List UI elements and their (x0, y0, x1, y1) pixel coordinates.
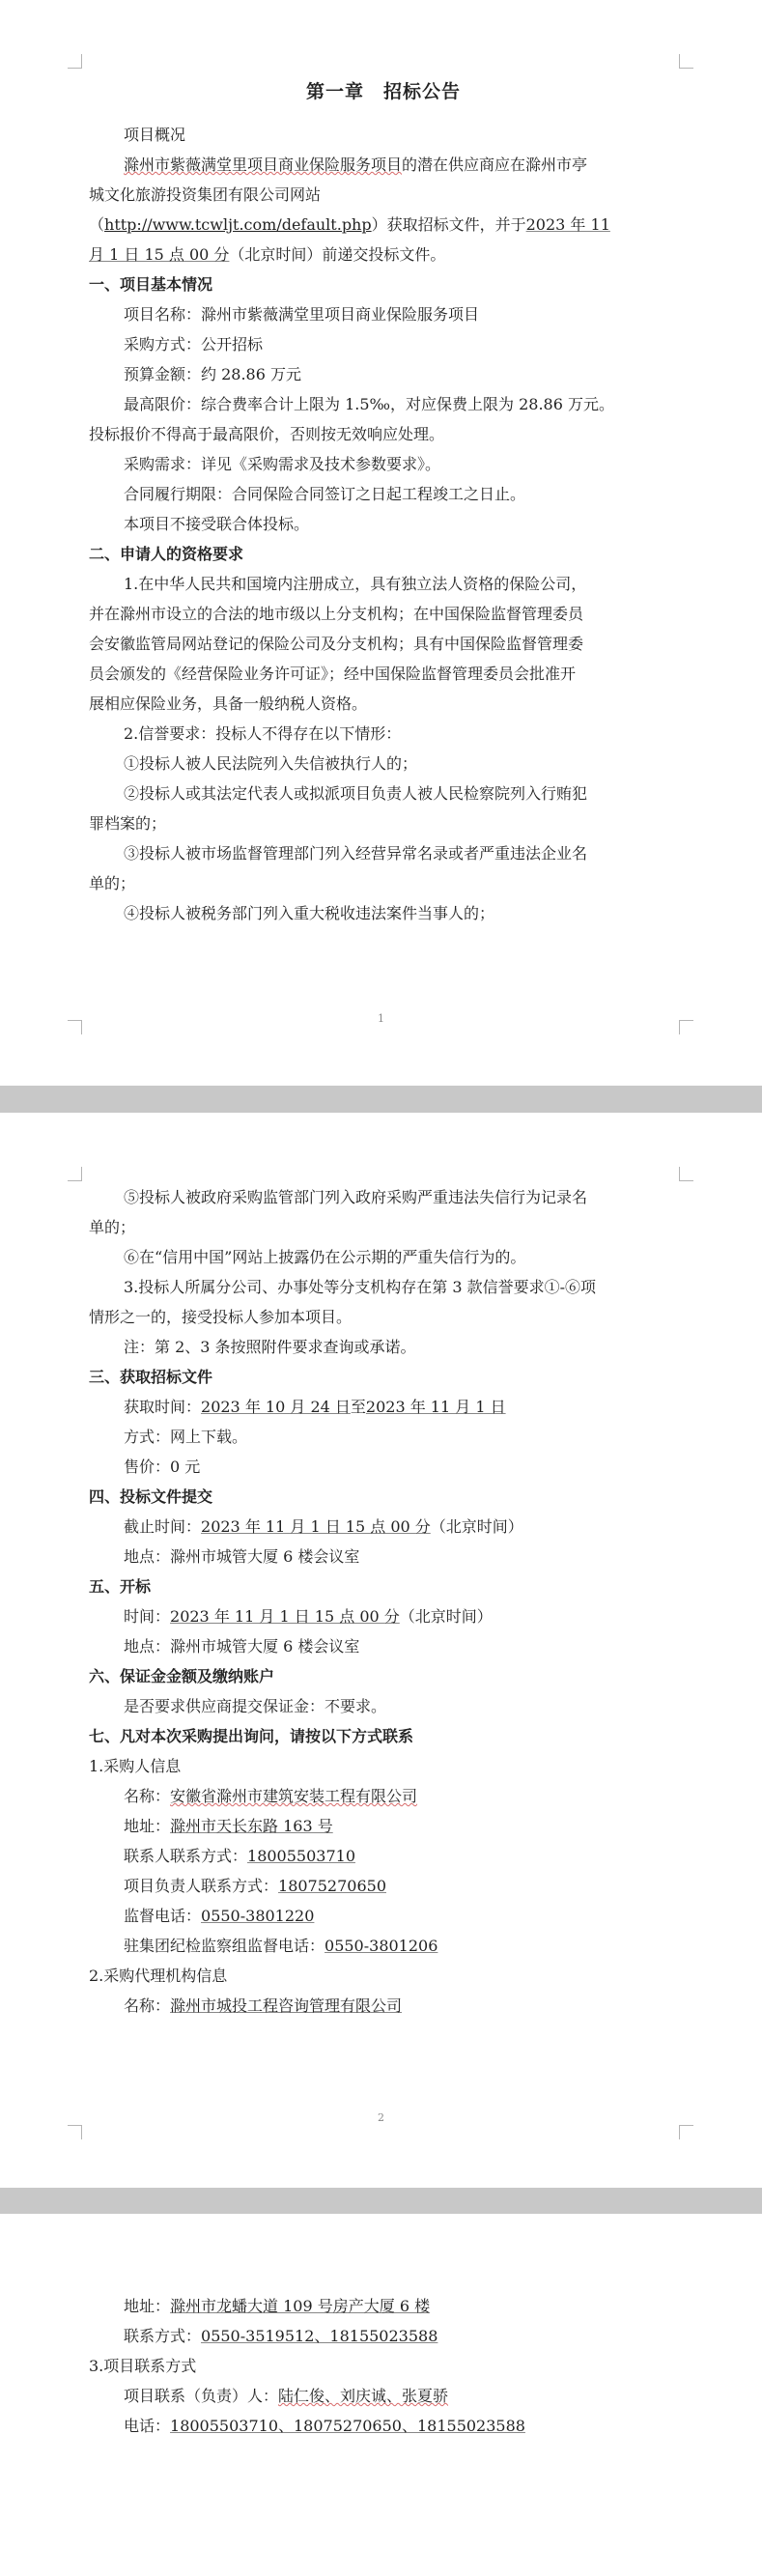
overview-text: （北京时间）前递交投标文件。 (229, 245, 446, 264)
credit-item-3-line-1: ③投标人被市场监督管理部门列入经营异常名录或者严重违法企业名 (124, 844, 588, 863)
section-5-heading: 五、开标 (89, 1577, 152, 1596)
page-number: 2 (378, 2111, 384, 2124)
qualification-1-line-5: 展相应保险业务，具备一般纳税人资格。 (89, 694, 368, 713)
qualification-1-line-2: 并在滁州市设立的合法的地市级以上分支机构；在中国保险监督管理委员 (89, 605, 584, 623)
opening-timezone: （北京时间） (399, 1607, 493, 1626)
consortium-note: 本项目不接受联合体投标。 (124, 515, 310, 533)
branch-rule-line-1: 3.投标人所属分公司、办事处等分支机构存在第 3 款信誉要求①-⑥项 (124, 1278, 597, 1296)
obtain-method: 方式：网上下载。 (124, 1428, 248, 1446)
group-supervision-phone (89, 1931, 678, 1961)
deposit-requirement: 是否要求供应商提交保证金：不要求。 (124, 1697, 387, 1715)
overview-label: 项目概况 (124, 126, 186, 144)
page-2-content (89, 1182, 678, 2021)
purchaser-contact-value: 18005503710 (247, 1847, 355, 1865)
purchaser-name-label: 名称： (124, 1787, 171, 1805)
contact-person-label: 项目联系（负责）人： (124, 2387, 279, 2405)
document-price: 售价：0 元 (124, 1458, 201, 1476)
submission-deadline (89, 1512, 678, 1542)
purchaser-contact (89, 1841, 678, 1871)
contract-period: 合同履行期限：合同保险合同签订之日起工程竣工之日止。 (124, 485, 526, 503)
credit-item-5-line-2: 单的； (89, 1218, 136, 1236)
credit-item-2-line-2: 罪档案的； (89, 814, 167, 833)
purchaser-address (89, 1811, 678, 1841)
overview-text: 的潜在供应商应在滁州市亭 (402, 156, 588, 174)
project-name-link: 滁州市紫薇满堂里项目商业保险服务项目 (124, 156, 403, 174)
agency-name (89, 1991, 678, 2021)
credit-item-6: ⑥在“信用中国”网站上披露仍在公示期的严重失信行为的。 (124, 1248, 526, 1266)
branch-rule-line-2: 情形之一的，接受投标人参加本项目。 (89, 1308, 353, 1326)
agency-name-value: 滁州市城投工程咨询管理有限公司 (170, 1996, 403, 2015)
contact-person-value: 陆仁俊、刘庆诚、张夏骄 (278, 2387, 449, 2405)
agency-contact (89, 2321, 678, 2351)
agency-info-label: 2.采购代理机构信息 (89, 1967, 228, 1985)
document-page-1 (0, 0, 762, 1086)
group-supervision-value: 0550-3801206 (325, 1937, 438, 1955)
qualification-1-line-4: 员会颁发的《经营保险业务许可证》；经中国保险监督管理委员会批准开 (89, 665, 577, 683)
price-cap-line-1: 最高限价：综合费率合计上限为 1.5‰，对应保费上限为 28.86 万元。 (124, 395, 614, 413)
opening-time (89, 1601, 678, 1631)
page-3-content (89, 2291, 678, 2441)
purchaser-contact-label: 联系人联系方式： (124, 1847, 248, 1865)
project-manager-contact (89, 1871, 678, 1901)
credit-item-4: ④投标人被税务部门列入重大税收违法案件当事人的； (124, 904, 495, 922)
paren-open: （ (89, 215, 105, 234)
supervision-phone (89, 1901, 678, 1931)
supervision-phone-value: 0550-3801220 (201, 1907, 315, 1925)
opening-time-value: 2023 年 11 月 1 日 15 点 00 分 (170, 1607, 400, 1626)
contact-phone-value: 18005503710、18075270650、18155023588 (170, 2417, 525, 2435)
overview-line-3 (89, 210, 678, 240)
section-2-heading: 二、申请人的资格要求 (89, 545, 244, 563)
procurement-method: 采购方式：公开招标 (124, 335, 264, 354)
section-4-heading: 四、投标文件提交 (89, 1487, 213, 1506)
corner-mark-top-right (679, 54, 693, 69)
overview-line-1 (89, 150, 678, 180)
project-contact-phone (89, 2411, 678, 2441)
agency-address-label: 地址： (124, 2297, 171, 2315)
section-7-heading: 七、凡对本次采购提出询问，请按以下方式联系 (89, 1727, 414, 1745)
contact-phone-label: 电话： (124, 2417, 171, 2435)
project-contact-person (89, 2381, 678, 2411)
agency-address (89, 2291, 678, 2321)
agency-name-label: 名称： (124, 1996, 171, 2015)
document-page-2 (0, 1113, 762, 2188)
project-name: 项目名称：滁州市紫薇满堂里项目商业保险服务项目 (124, 305, 480, 324)
purchaser-address-value: 滁州市天长东路 163 号 (170, 1817, 333, 1835)
credit-item-5-line-1: ⑤投标人被政府采购监管部门列入政府采购严重违法失信行为记录名 (124, 1188, 588, 1206)
page-number: 1 (378, 1012, 384, 1025)
agency-address-value: 滁州市龙蟠大道 109 号房产大厦 6 楼 (170, 2297, 431, 2315)
qualification-1-line-3: 会安徽监管局网站登记的保险公司及分支机构；具有中国保险监督管理委 (89, 635, 584, 653)
agency-contact-label: 联系方式： (124, 2327, 202, 2345)
chapter-title: 第一章 招标公告 (305, 81, 461, 102)
credit-item-2-line-1: ②投标人或其法定代表人或拟派项目负责人被人民检察院列入行贿犯 (124, 784, 588, 803)
price-cap-line-2: 投标报价不得高于最高限价，否则按无效响应处理。 (89, 425, 445, 443)
deadline-label: 截止时间： (124, 1517, 202, 1536)
obtain-time-start: 2023 年 10 月 24 日 (201, 1398, 351, 1416)
section-1-heading: 一、项目基本情况 (89, 275, 213, 294)
opening-time-label: 时间： (124, 1607, 171, 1626)
obtain-time-end: 2023 年 11 月 1 日 (365, 1398, 506, 1416)
qualification-1-line-1: 1.在中华人民共和国境内注册成立，具有独立法人资格的保险公司， (124, 575, 587, 593)
credit-item-1: ①投标人被人民法院列入失信被执行人的； (124, 754, 418, 773)
corner-mark-bottom-left (68, 2125, 82, 2139)
opening-place: 地点：滁州市城管大厦 6 楼会议室 (124, 1637, 360, 1656)
obtain-time-to: 至 (350, 1398, 366, 1416)
deadline-time: 月 1 日 15 点 00 分 (89, 245, 230, 264)
section-3-heading: 三、获取招标文件 (89, 1368, 213, 1386)
project-contact-label: 3.项目联系方式 (89, 2357, 197, 2375)
credit-item-3-line-2: 单的； (89, 874, 136, 892)
deadline-date: 2023 年 11 (525, 215, 610, 234)
document-page-3 (0, 2214, 762, 2576)
agency-contact-value: 0550-3519512、18155023588 (201, 2327, 438, 2345)
website-url-link[interactable]: http://www.tcwljt.com/default.php (104, 215, 372, 234)
budget-amount: 预算金额：约 28.86 万元 (124, 365, 301, 383)
corner-mark-top-right (679, 1167, 693, 1181)
purchaser-address-label: 地址： (124, 1817, 171, 1835)
procurement-requirement: 采购需求：详见《采购需求及技术参数要求》。 (124, 455, 441, 473)
corner-mark-bottom-right (679, 2125, 693, 2139)
group-supervision-label: 驻集团纪检监察组监督电话： (124, 1937, 325, 1955)
obtain-time-label: 获取时间： (124, 1398, 202, 1416)
corner-mark-top-left (68, 1167, 82, 1181)
deadline-value: 2023 年 11 月 1 日 15 点 00 分 (201, 1517, 431, 1536)
section-6-heading: 六、保证金金额及缴纳账户 (89, 1667, 275, 1685)
purchaser-name-value: 安徽省滁州市建筑安装工程有限公司 (170, 1787, 418, 1805)
overview-line-2: 城文化旅游投资集团有限公司网站 (89, 185, 322, 204)
project-manager-value: 18075270650 (278, 1877, 386, 1895)
overview-text: ）获取招标文件，并于 (371, 215, 526, 234)
purchaser-name (89, 1781, 678, 1811)
overview-line-4 (89, 240, 678, 269)
corner-mark-top-left (68, 54, 82, 69)
submission-place: 地点：滁州市城管大厦 6 楼会议室 (124, 1547, 360, 1566)
supervision-phone-label: 监督电话： (124, 1907, 202, 1925)
deadline-timezone: （北京时间） (430, 1517, 523, 1536)
note: 注：第 2、3 条按照附件要求查询或承诺。 (124, 1338, 416, 1356)
page-1-content (89, 75, 678, 928)
purchaser-info-label: 1.采购人信息 (89, 1757, 182, 1775)
project-manager-label: 项目负责人联系方式： (124, 1877, 279, 1895)
credit-requirement: 2.信誉要求：投标人不得存在以下情形： (124, 724, 402, 743)
obtain-time (89, 1392, 678, 1422)
